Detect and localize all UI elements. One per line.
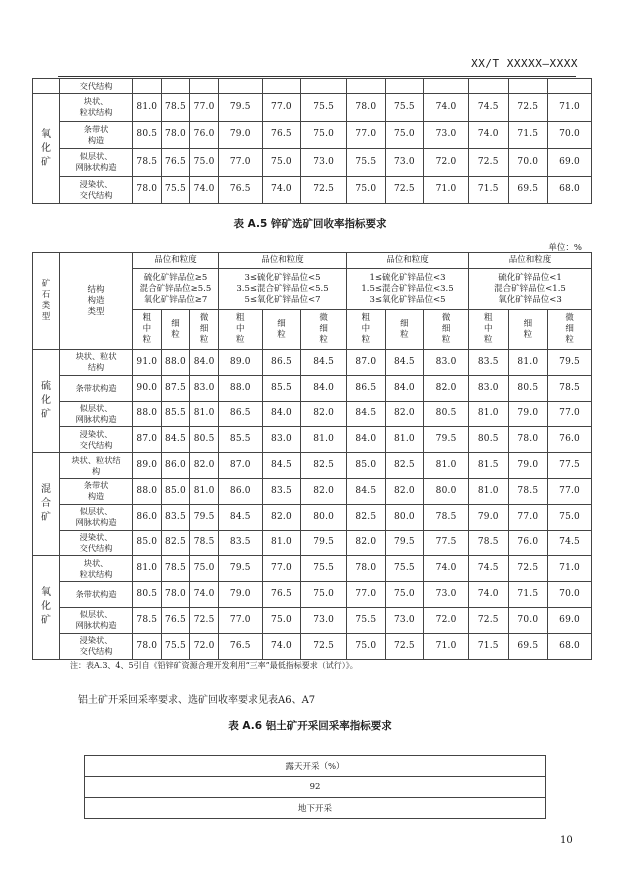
value-cell: 77.5 xyxy=(548,453,592,479)
value-cell: 86.5 xyxy=(262,350,301,376)
value-cell: 71.0 xyxy=(424,176,469,204)
value-cell: 72.0 xyxy=(424,607,469,633)
value-cell-empty xyxy=(161,79,190,94)
table-row xyxy=(33,478,592,504)
value-cell: 85.0 xyxy=(133,530,162,556)
value-cell: 75.0 xyxy=(347,633,386,659)
value-cell: 79.0 xyxy=(218,582,262,608)
value-cell: 69.0 xyxy=(548,607,592,633)
value-cell: 77.0 xyxy=(347,121,386,149)
value-cell: 76.0 xyxy=(548,427,592,453)
grade-group-header: 品位和粒度 xyxy=(133,253,219,269)
header-row xyxy=(33,253,592,269)
table-row xyxy=(33,401,592,427)
value-cell: 74.0 xyxy=(190,582,219,608)
table-row xyxy=(33,556,592,582)
value-cell: 86.0 xyxy=(161,453,190,479)
value-cell: 72.5 xyxy=(385,633,424,659)
table-row xyxy=(33,79,592,94)
table-row xyxy=(85,798,546,819)
value-cell: 74.0 xyxy=(424,94,469,122)
value-cell: 88.0 xyxy=(133,478,162,504)
value-cell: 78.5 xyxy=(161,94,190,122)
particle-size-header: 粗 中 粒 xyxy=(218,310,262,350)
value-cell: 82.0 xyxy=(301,401,347,427)
value-cell: 75.5 xyxy=(347,607,386,633)
particle-size-header: 细 粒 xyxy=(262,310,301,350)
structure-label: 浸染状、 交代结构 xyxy=(60,427,133,453)
value-cell: 85.0 xyxy=(347,453,386,479)
value-cell: 82.0 xyxy=(385,478,424,504)
value-cell: 87.0 xyxy=(347,350,386,376)
value-cell: 84.5 xyxy=(218,504,262,530)
structure-label: 似层状、 网脉状构造 xyxy=(60,149,133,177)
value-cell: 84.0 xyxy=(262,401,301,427)
structure-label: 条带状 构造 xyxy=(60,121,133,149)
value-cell: 84.0 xyxy=(347,427,386,453)
value-cell: 91.0 xyxy=(133,350,162,376)
value-cell: 79.5 xyxy=(301,530,347,556)
value-cell: 79.0 xyxy=(508,453,548,479)
value-cell-empty xyxy=(347,79,386,94)
table-row xyxy=(33,453,592,479)
value-cell: 81.0 xyxy=(468,478,508,504)
grade-group-header: 品位和粒度 xyxy=(347,253,469,269)
value-cell: 72.0 xyxy=(424,149,469,177)
structure-label: 浸染状、 交代结构 xyxy=(60,176,133,204)
ore-type-header: 矿 石 类 型 xyxy=(33,253,60,350)
value-cell: 71.5 xyxy=(468,633,508,659)
ore-group-label: 氧 化 矿 xyxy=(33,94,60,204)
structure-label: 块状、粒状结 构 xyxy=(60,453,133,479)
particle-size-header: 微 细 粒 xyxy=(190,310,219,350)
value-cell: 72.5 xyxy=(508,94,548,122)
value-cell: 80.5 xyxy=(424,401,469,427)
table-row xyxy=(33,350,592,376)
value-cell: 75.5 xyxy=(161,633,190,659)
value-cell: 81.0 xyxy=(301,427,347,453)
structure-label: 似层状、 网脉状构造 xyxy=(60,607,133,633)
page-number: 10 xyxy=(560,835,573,846)
value-cell: 75.0 xyxy=(190,556,219,582)
value-cell: 82.5 xyxy=(301,453,347,479)
value-cell: 77.0 xyxy=(190,94,219,122)
value-cell: 72.5 xyxy=(190,607,219,633)
value-cell: 80.5 xyxy=(468,427,508,453)
a6-cell: 地下开采 xyxy=(85,798,546,819)
value-cell: 84.5 xyxy=(161,427,190,453)
value-cell: 74.0 xyxy=(262,176,301,204)
value-cell: 76.5 xyxy=(262,121,301,149)
value-cell: 77.0 xyxy=(548,401,592,427)
value-cell: 74.5 xyxy=(468,94,508,122)
value-cell: 78.0 xyxy=(347,94,386,122)
value-cell: 82.0 xyxy=(262,504,301,530)
value-cell: 86.0 xyxy=(133,504,162,530)
value-cell: 82.0 xyxy=(385,401,424,427)
table-a5 xyxy=(32,252,592,660)
table-row xyxy=(85,777,546,798)
value-cell-empty xyxy=(190,79,219,94)
particle-size-header: 微 细 粒 xyxy=(424,310,469,350)
value-cell: 80.0 xyxy=(424,478,469,504)
value-cell: 72.5 xyxy=(301,176,347,204)
table-row xyxy=(33,427,592,453)
structure-label: 条带状构造 xyxy=(60,582,133,608)
value-cell: 79.0 xyxy=(508,401,548,427)
table-row xyxy=(33,121,592,149)
value-cell: 78.0 xyxy=(508,427,548,453)
a6-cell: 92 xyxy=(85,777,546,798)
value-cell-empty xyxy=(468,79,508,94)
value-cell: 75.0 xyxy=(385,582,424,608)
value-cell: 69.5 xyxy=(508,176,548,204)
value-cell: 78.5 xyxy=(133,149,162,177)
value-cell: 81.0 xyxy=(385,427,424,453)
value-cell: 84.0 xyxy=(301,375,347,401)
value-cell: 77.0 xyxy=(218,149,262,177)
value-cell: 75.5 xyxy=(301,556,347,582)
value-cell: 78.5 xyxy=(133,607,162,633)
value-cell: 77.0 xyxy=(262,556,301,582)
value-cell: 75.0 xyxy=(301,121,347,149)
value-cell: 82.0 xyxy=(424,375,469,401)
value-cell: 81.0 xyxy=(262,530,301,556)
value-cell: 76.0 xyxy=(190,121,219,149)
value-cell: 88.0 xyxy=(133,401,162,427)
table-note: 注：表A.3、4、5引自《铅锌矿资源合理开发利用“三率”最低指标要求（试行）》。 xyxy=(70,661,358,670)
particle-size-header: 细 粒 xyxy=(161,310,190,350)
structure-label: 浸染状、 交代结构 xyxy=(60,633,133,659)
value-cell: 82.0 xyxy=(190,453,219,479)
value-cell: 77.0 xyxy=(347,582,386,608)
value-cell: 74.5 xyxy=(468,556,508,582)
value-cell: 85.5 xyxy=(262,375,301,401)
value-cell: 88.0 xyxy=(218,375,262,401)
value-cell: 80.5 xyxy=(133,582,162,608)
value-cell: 73.0 xyxy=(424,121,469,149)
value-cell: 86.0 xyxy=(218,478,262,504)
value-cell: 79.5 xyxy=(190,504,219,530)
value-cell: 78.0 xyxy=(133,633,162,659)
table-row xyxy=(33,94,592,122)
particle-size-header: 粗 中 粒 xyxy=(347,310,386,350)
value-cell: 78.0 xyxy=(161,121,190,149)
value-cell-empty xyxy=(508,79,548,94)
header-rule xyxy=(58,76,576,77)
particle-size-header: 微 细 粒 xyxy=(301,310,347,350)
value-cell: 77.5 xyxy=(424,530,469,556)
value-cell: 83.0 xyxy=(424,350,469,376)
ore-group-label: 混 合 矿 xyxy=(33,453,60,556)
standard-code: XX/T XXXXX—XXXX xyxy=(471,57,578,70)
value-cell: 81.0 xyxy=(190,478,219,504)
value-cell: 75.0 xyxy=(262,149,301,177)
value-cell: 76.5 xyxy=(161,149,190,177)
value-cell: 78.5 xyxy=(508,478,548,504)
value-cell: 78.5 xyxy=(468,530,508,556)
value-cell: 78.5 xyxy=(548,375,592,401)
value-cell: 78.5 xyxy=(424,504,469,530)
table-row xyxy=(85,756,546,777)
value-cell: 83.0 xyxy=(190,375,219,401)
value-cell: 79.5 xyxy=(548,350,592,376)
value-cell: 82.5 xyxy=(347,504,386,530)
grade-group-header: 品位和粒度 xyxy=(468,253,591,269)
value-cell: 79.0 xyxy=(468,504,508,530)
value-cell: 74.0 xyxy=(468,121,508,149)
value-cell: 75.5 xyxy=(385,94,424,122)
structure-label: 块状、 粒状结构 xyxy=(60,94,133,122)
value-cell: 76.5 xyxy=(262,582,301,608)
value-cell: 84.0 xyxy=(190,350,219,376)
table-a6-caption: 表 A.6 铝土矿开采回采率指标要求 xyxy=(228,720,392,732)
value-cell: 78.0 xyxy=(347,556,386,582)
value-cell: 71.5 xyxy=(468,176,508,204)
value-cell: 72.5 xyxy=(385,176,424,204)
particle-size-header: 微 细 粒 xyxy=(548,310,592,350)
table-row xyxy=(33,176,592,204)
table-row xyxy=(33,375,592,401)
value-cell: 70.0 xyxy=(548,121,592,149)
value-cell: 83.5 xyxy=(161,504,190,530)
value-cell: 74.5 xyxy=(548,530,592,556)
value-cell: 82.5 xyxy=(161,530,190,556)
value-cell: 71.5 xyxy=(508,121,548,149)
value-cell: 81.0 xyxy=(424,453,469,479)
value-cell-empty xyxy=(548,79,592,94)
value-cell-empty xyxy=(218,79,262,94)
value-cell: 76.0 xyxy=(508,530,548,556)
top-table-continuation xyxy=(32,78,592,204)
value-cell: 84.5 xyxy=(347,478,386,504)
value-cell: 84.5 xyxy=(301,350,347,376)
value-cell: 79.5 xyxy=(218,556,262,582)
value-cell: 77.0 xyxy=(218,607,262,633)
value-cell: 84.5 xyxy=(347,401,386,427)
value-cell: 88.0 xyxy=(161,350,190,376)
ore-group-label: 氧 化 矿 xyxy=(33,556,60,659)
structure-label: 条带状 构造 xyxy=(60,478,133,504)
value-cell: 72.5 xyxy=(468,607,508,633)
value-cell: 78.0 xyxy=(161,582,190,608)
value-cell: 69.0 xyxy=(548,149,592,177)
value-cell: 74.0 xyxy=(190,176,219,204)
value-cell: 86.5 xyxy=(218,401,262,427)
grade-condition-header: 硫化矿锌品位<1 混合矿锌品位<1.5 氧化矿锌品位<3 xyxy=(468,269,591,310)
value-cell-empty xyxy=(385,79,424,94)
table-row xyxy=(33,633,592,659)
value-cell: 72.5 xyxy=(468,149,508,177)
value-cell: 77.0 xyxy=(508,504,548,530)
particle-size-header: 细 粒 xyxy=(385,310,424,350)
value-cell: 80.0 xyxy=(385,504,424,530)
value-cell-empty xyxy=(133,79,162,94)
table-row xyxy=(33,530,592,556)
particle-size-header: 细 粒 xyxy=(508,310,548,350)
value-cell: 84.0 xyxy=(385,375,424,401)
grade-condition-header: 1≤硫化矿锌品位<3 1.5≤混合矿锌品位<3.5 3≤氧化矿锌品位<5 xyxy=(347,269,469,310)
structure-label: 似层状、 网脉状构造 xyxy=(60,401,133,427)
value-cell: 81.0 xyxy=(190,401,219,427)
value-cell: 80.5 xyxy=(190,427,219,453)
value-cell: 75.5 xyxy=(385,556,424,582)
structure-label: 浸染状、 交代结构 xyxy=(60,530,133,556)
value-cell: 72.0 xyxy=(190,633,219,659)
value-cell: 75.0 xyxy=(301,582,347,608)
value-cell: 75.0 xyxy=(385,121,424,149)
table-a6 xyxy=(84,755,546,819)
structure-label: 块状、 粒状结构 xyxy=(60,556,133,582)
value-cell: 78.5 xyxy=(190,530,219,556)
value-cell: 82.0 xyxy=(301,478,347,504)
structure-label: 块状、粒状 结构 xyxy=(60,350,133,376)
value-cell: 70.0 xyxy=(508,607,548,633)
value-cell: 70.0 xyxy=(508,149,548,177)
table-a5-caption: 表 A.5 锌矿选矿回收率指标要求 xyxy=(233,218,387,230)
table-row xyxy=(33,607,592,633)
value-cell: 81.0 xyxy=(133,556,162,582)
table-row xyxy=(33,504,592,530)
value-cell: 70.0 xyxy=(548,582,592,608)
value-cell: 77.0 xyxy=(262,94,301,122)
table-row xyxy=(33,149,592,177)
value-cell: 85.5 xyxy=(161,401,190,427)
value-cell: 79.0 xyxy=(218,121,262,149)
value-cell: 73.0 xyxy=(424,582,469,608)
particle-size-header: 粗 中 粒 xyxy=(133,310,162,350)
value-cell: 80.5 xyxy=(133,121,162,149)
value-cell: 80.0 xyxy=(301,504,347,530)
value-cell: 75.5 xyxy=(161,176,190,204)
value-cell: 83.5 xyxy=(262,478,301,504)
value-cell: 83.0 xyxy=(262,427,301,453)
value-cell: 74.0 xyxy=(262,633,301,659)
value-cell: 84.5 xyxy=(385,350,424,376)
ore-group-label: 硫 化 矿 xyxy=(33,350,60,453)
value-cell: 77.0 xyxy=(548,478,592,504)
value-cell: 72.5 xyxy=(301,633,347,659)
value-cell: 75.5 xyxy=(347,149,386,177)
structure-type-header: 结构 构造 类型 xyxy=(60,253,133,350)
value-cell: 79.5 xyxy=(385,530,424,556)
grade-group-header: 品位和粒度 xyxy=(218,253,346,269)
structure-label: 交代结构 xyxy=(60,79,133,94)
value-cell: 81.0 xyxy=(133,94,162,122)
value-cell: 79.5 xyxy=(424,427,469,453)
value-cell: 73.0 xyxy=(385,149,424,177)
value-cell: 82.5 xyxy=(385,453,424,479)
value-cell: 83.5 xyxy=(218,530,262,556)
group-cell-empty xyxy=(33,79,60,94)
value-cell: 69.5 xyxy=(508,633,548,659)
value-cell: 75.0 xyxy=(262,607,301,633)
value-cell: 76.5 xyxy=(218,633,262,659)
value-cell: 83.0 xyxy=(468,375,508,401)
value-cell: 78.5 xyxy=(161,556,190,582)
value-cell: 89.0 xyxy=(218,350,262,376)
value-cell: 73.0 xyxy=(385,607,424,633)
value-cell: 81.5 xyxy=(468,453,508,479)
value-cell: 74.0 xyxy=(468,582,508,608)
value-cell: 72.5 xyxy=(508,556,548,582)
value-cell-empty xyxy=(301,79,347,94)
value-cell: 71.0 xyxy=(548,556,592,582)
value-cell: 83.5 xyxy=(468,350,508,376)
grade-condition-header: 硫化矿锌品位≥5 混合矿锌品位≥5.5 氧化矿锌品位≥7 xyxy=(133,269,219,310)
value-cell: 75.0 xyxy=(548,504,592,530)
particle-size-header: 粗 中 粒 xyxy=(468,310,508,350)
value-cell: 75.0 xyxy=(190,149,219,177)
value-cell: 71.5 xyxy=(508,582,548,608)
value-cell: 76.5 xyxy=(218,176,262,204)
value-cell: 76.5 xyxy=(161,607,190,633)
value-cell: 84.5 xyxy=(262,453,301,479)
value-cell: 74.0 xyxy=(424,556,469,582)
value-cell: 80.5 xyxy=(508,375,548,401)
value-cell: 86.5 xyxy=(347,375,386,401)
value-cell: 68.0 xyxy=(548,176,592,204)
structure-label: 条带状构造 xyxy=(60,375,133,401)
value-cell: 78.0 xyxy=(133,176,162,204)
value-cell: 75.0 xyxy=(347,176,386,204)
value-cell: 73.0 xyxy=(301,149,347,177)
value-cell: 71.0 xyxy=(548,94,592,122)
value-cell: 85.0 xyxy=(161,478,190,504)
value-cell: 87.0 xyxy=(218,453,262,479)
value-cell: 85.5 xyxy=(218,427,262,453)
value-cell: 79.5 xyxy=(218,94,262,122)
value-cell: 75.5 xyxy=(301,94,347,122)
value-cell: 68.0 xyxy=(548,633,592,659)
value-cell: 71.0 xyxy=(424,633,469,659)
bauxite-paragraph: 铝土矿开采回采率要求、选矿回收率要求见表A6、A7 xyxy=(78,695,316,706)
a6-cell: 露天开采（%） xyxy=(85,756,546,777)
unit-label: 单位：% xyxy=(548,243,582,253)
value-cell: 90.0 xyxy=(133,375,162,401)
value-cell: 89.0 xyxy=(133,453,162,479)
grade-condition-header: 3≤硫化矿锌品位<5 3.5≤混合矿锌品位<5.5 5≤氧化矿锌品位<7 xyxy=(218,269,346,310)
structure-label: 似层状、 网脉状构造 xyxy=(60,504,133,530)
value-cell: 73.0 xyxy=(301,607,347,633)
table-row xyxy=(33,582,592,608)
value-cell: 87.0 xyxy=(133,427,162,453)
value-cell: 81.0 xyxy=(508,350,548,376)
value-cell: 81.0 xyxy=(468,401,508,427)
value-cell: 82.0 xyxy=(347,530,386,556)
value-cell-empty xyxy=(424,79,469,94)
value-cell-empty xyxy=(262,79,301,94)
value-cell: 87.5 xyxy=(161,375,190,401)
